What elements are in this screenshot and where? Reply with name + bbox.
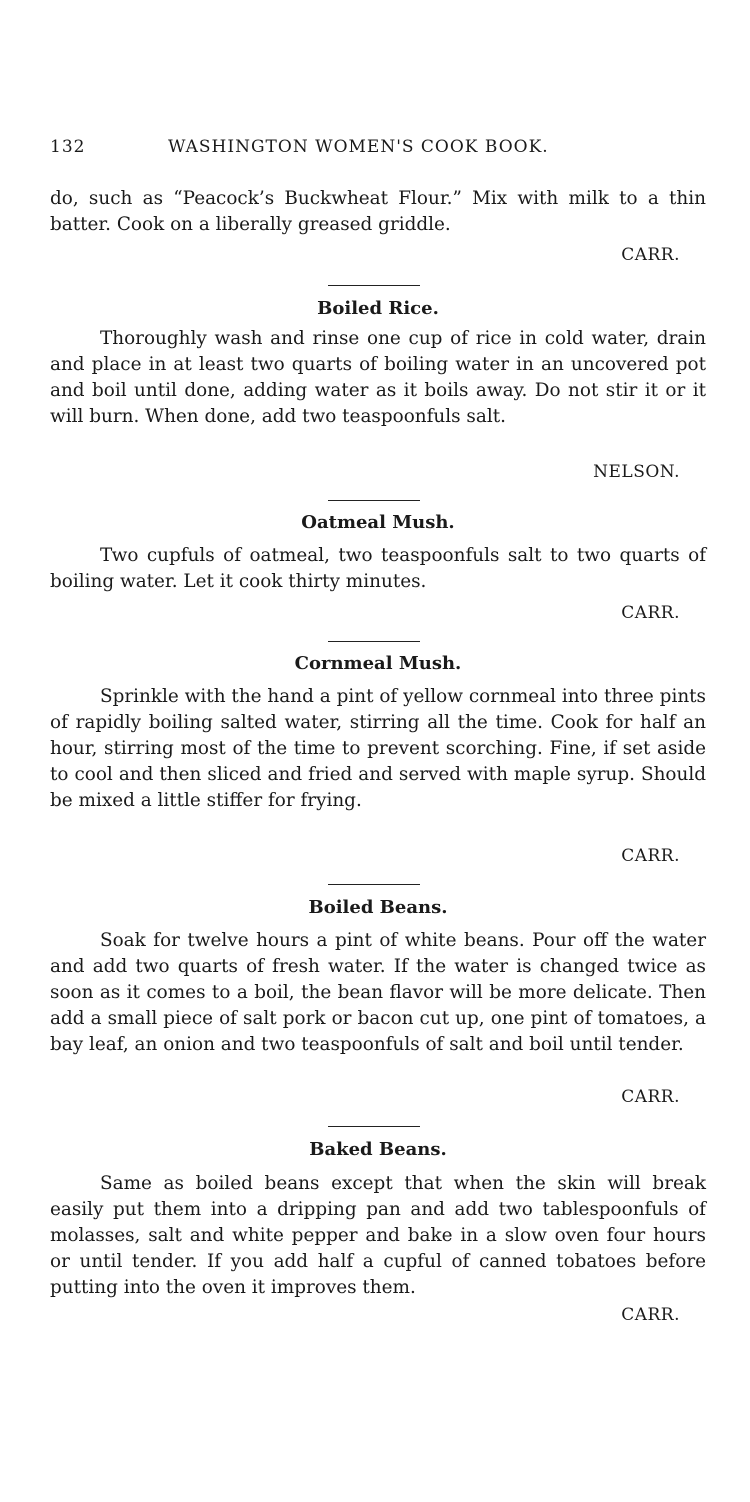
book-title: WASHINGTON WOMEN'S COOK BOOK.: [168, 137, 549, 157]
section-divider: [328, 500, 420, 501]
intro-paragraph: do, such as “Peacock’s Buckwheat Flour.” Mix with milk to a thin batter. Cook on a liberally greased griddle.: [50, 188, 706, 235]
intro-attribution: CARR.: [621, 245, 680, 265]
recipe-attribution-boiled-rice: NELSON.: [593, 462, 680, 482]
book-page: [50, 0, 706, 1502]
section-divider: [328, 1126, 420, 1127]
recipe-title-cornmeal-mush: Cornmeal Mush.: [294, 653, 462, 674]
recipe-body-baked-beans: Same as boiled beans except that when the skin will break easily put them into a dripping pan and add two tablespoonfuls of molasses, salt and white pepper and bake in a slow oven four hours or until tender. If you add half a cupful of canned tobatoes before putting into the oven it improves them.: [50, 1173, 706, 1298]
recipe-body-boiled-beans: Soak for twelve hours a pint of white beans. Pour off the water and add two quarts of fresh water. If the water is changed twice as soon as it comes to a boil, the bean flavor will be more delicate. Then add a small piece of salt pork or bacon cut up, one pint of tomatoes, a bay leaf, an onion and two teaspoonfuls of salt and boil until tender.: [50, 930, 706, 1055]
recipe-attribution-cornmeal-mush: CARR.: [621, 846, 680, 866]
running-head: [50, 137, 706, 161]
recipe-attribution-baked-beans: CARR.: [621, 1305, 680, 1325]
recipe-attribution-boiled-beans: CARR.: [621, 1087, 680, 1107]
recipe-attribution-oatmeal-mush: CARR.: [621, 603, 680, 623]
recipe-title-oatmeal-mush: Oatmeal Mush.: [301, 512, 455, 533]
recipe-body-boiled-rice: Thoroughly wash and rinse one cup of rice in cold water, drain and place in at least two quarts of boiling water in an uncovered pot and boil until done, adding water as it boils away. Do not stir it or it will burn. When done, add two teaspoonfuls salt.: [50, 328, 706, 427]
recipe-title-boiled-beans: Boiled Beans.: [308, 897, 448, 918]
recipe-body-cornmeal-mush: Sprinkle with the hand a pint of yellow cornmeal into three pints of rapidly boiling salted water, stirring all the time. Cook for half an hour, stirring most of the time to prevent scorching. Fine, if set aside to cool and then sliced and fried and served with maple syrup. Should be mixed a little stiffer for frying.: [50, 686, 706, 811]
recipe-title-boiled-rice: Boiled Rice.: [317, 298, 439, 319]
section-divider: [328, 285, 420, 286]
recipe-body-oatmeal-mush: Two cupfuls of oatmeal, two teaspoonfuls salt to two quarts of boiling water. Let it cook thirty minutes.: [50, 545, 706, 592]
recipe-title-baked-beans: Baked Beans.: [309, 1139, 447, 1160]
page-number: 132: [50, 137, 86, 157]
section-divider: [328, 641, 420, 642]
section-divider: [328, 884, 420, 885]
